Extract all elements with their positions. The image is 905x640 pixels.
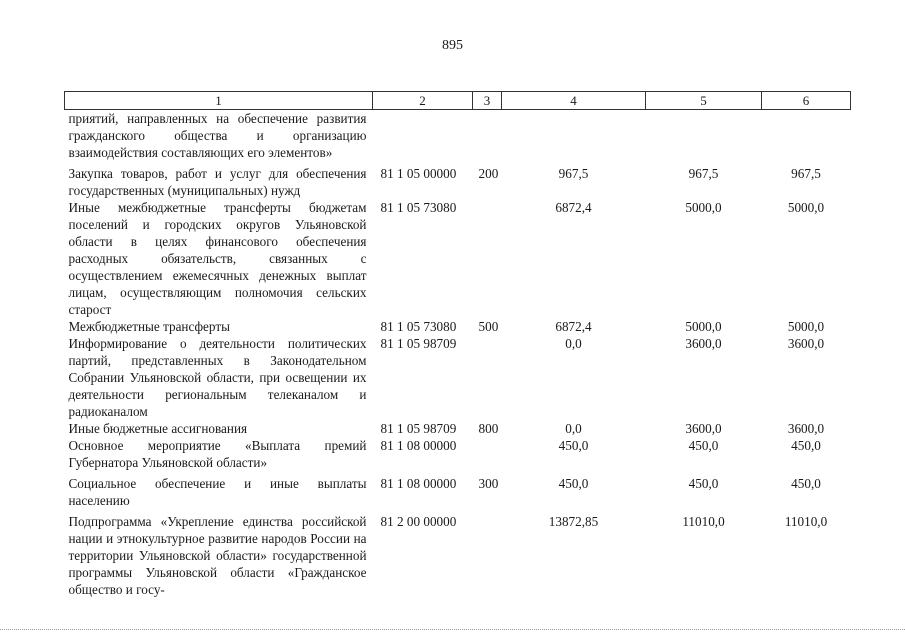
row-value-4: 13872,85 [548,514,599,529]
row-name: Социальное обеспечение и иные выплаты населению [68,476,367,508]
row-name: Закупка товаров, работ и услуг для обеспечения государственных (муниципальных) нужд [68,166,367,198]
page-number: 895 [442,38,463,53]
row-value-4: 967,5 [558,166,589,181]
row-name: приятий, направленных на обеспечение развития гражданского общества и организацию взаимодействия составляющих его элементов» [68,111,367,160]
row-value-6: 3600,0 [787,421,825,436]
row-value-6 [762,110,851,162]
row-code: 81 1 05 73080 [380,200,457,215]
row-value-5: 5000,0 [685,319,722,334]
row-code: 81 1 05 98709 [380,421,457,436]
row-type: 500 [478,319,499,334]
row-code [373,110,473,162]
row-value-4: 450,0 [558,438,589,453]
row-value-6: 3600,0 [787,336,825,351]
row-type: 800 [478,421,499,436]
row-type [473,335,502,420]
row-value-5: 3600,0 [685,421,722,436]
row-value-4: 6872,4 [555,319,592,334]
row-name: Межбюджетные трансферты [68,319,230,334]
row-name: Основное мероприятие «Выплата премий Губернатора Ульяновской области» [68,438,367,470]
row-code: 81 1 05 00000 [380,166,457,181]
row-value-5: 450,0 [688,438,719,453]
row-value-4 [502,110,646,162]
row-value-5: 11010,0 [682,514,725,529]
row-value-5 [646,110,762,162]
row-value-4: 450,0 [558,476,589,491]
row-code: 81 1 05 73080 [380,319,457,334]
row-value-6: 967,5 [791,166,821,181]
table-row [65,509,851,598]
col-header-1: 1 [65,92,373,110]
row-type [473,437,502,471]
row-code: 81 1 08 00000 [380,476,457,491]
row-value-4: 0,0 [565,421,582,436]
row-value-5: 5000,0 [685,200,722,215]
row-value-6: 450,0 [791,438,821,453]
table-row [65,318,851,335]
header-row [65,92,851,110]
table-row [65,199,851,318]
table-row [65,110,851,162]
row-code: 81 2 00 00000 [380,514,457,529]
page-bottom-rule [0,629,905,630]
table-row [65,420,851,437]
row-name: Иные межбюджетные трансферты бюджетам поселений и городских округов Ульяновской области в целях финансового обеспечения расходных обязательств, связанных с осуществлением ежемесячных денежных выплат лицам, осуществляющим полномочия сельских старост [68,200,367,317]
row-type: 200 [478,166,499,181]
budget-table [64,91,851,598]
col-header-3: 3 [473,92,502,110]
row-value-4: 6872,4 [555,200,592,215]
col-header-5: 5 [646,92,762,110]
row-name: Подпрограмма «Укрепление единства российской нации и этнокультурное развитие народов России на территории Ульяновской области» государственной программы Ульяновской области «Гражданское общество и госу- [68,514,367,597]
row-type [473,509,502,598]
row-value-5: 450,0 [688,476,719,491]
row-type [473,199,502,318]
row-value-6: 450,0 [791,476,821,491]
col-header-4: 4 [502,92,646,110]
row-name: Иные бюджетные ассигнования [68,421,248,436]
table-row [65,161,851,199]
row-value-6: 5000,0 [787,319,825,334]
row-value-6: 11010,0 [784,514,828,529]
row-value-4: 0,0 [565,336,582,351]
table-row [65,437,851,471]
row-code: 81 1 08 00000 [380,438,457,453]
row-value-5: 967,5 [688,166,719,181]
col-header-6: 6 [762,92,851,110]
row-code: 81 1 05 98709 [380,336,457,351]
row-name: Информирование о деятельности политических партий, представленных в Законодательном Собрании Ульяновской области, при освещении их деятельности региональным телеканалом и радиоканалом [68,336,367,419]
table-row [65,471,851,509]
row-value-6: 5000,0 [787,200,825,215]
row-type: 300 [478,476,499,491]
table-row [65,335,851,420]
col-header-2: 2 [373,92,473,110]
row-type [473,110,502,162]
row-value-5: 3600,0 [685,336,722,351]
